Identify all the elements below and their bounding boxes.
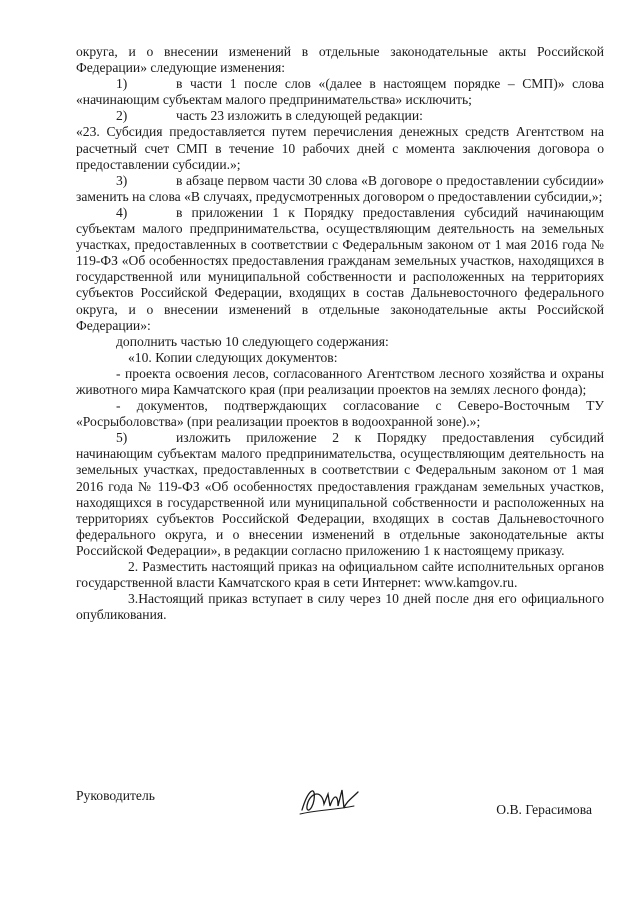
paragraph-p3 bbox=[76, 124, 604, 172]
paragraph-text: - документов, подтверждающих согласование с Северо-Восточным ТУ «Росрыболовства» (при реализации проектов в водоохранной зоне).»; bbox=[76, 398, 604, 430]
paragraph-p6 bbox=[76, 334, 604, 350]
handwritten-signature bbox=[294, 780, 364, 820]
paragraph-text: в части 1 после слов «(далее в настоящем порядке – СМП)» слова «начинающим субъектам малого предпринимательства» исключить; bbox=[76, 76, 604, 108]
paragraph-text: «23. Субсидия предоставляется путем перечисления денежных средств Агентством на расчетный счет СМП в течение 10 рабочих дней с момента заключения договора о предоставлении субсидии.»; bbox=[76, 124, 604, 172]
paragraph-p10 bbox=[76, 430, 604, 559]
item-number: 3) bbox=[116, 172, 128, 188]
paragraph-text: 3.Настоящий приказ вступает в силу через 10 дней после дня его официального опубликования. bbox=[76, 591, 604, 623]
paragraph-p12 bbox=[76, 591, 604, 623]
paragraph-text: - проекта освоения лесов, согласованного Агентством лесного хозяйства и охраны животного мира Камчатского края (при реализации проектов на землях лесного фонда); bbox=[76, 365, 604, 397]
item-number: 5) bbox=[116, 430, 128, 446]
paragraph-p11 bbox=[76, 559, 604, 591]
item-number: 4) bbox=[116, 204, 128, 220]
paragraph-text: часть 23 изложить в следующей редакции: bbox=[176, 108, 423, 124]
paragraph-p4 bbox=[76, 173, 604, 205]
item-number: 2) bbox=[116, 108, 128, 124]
signer-role: Руководитель bbox=[76, 788, 155, 803]
document-body bbox=[76, 44, 604, 623]
paragraph-p1 bbox=[76, 76, 604, 108]
paragraph-text: в абзаце первом части 30 слова «В договоре о предоставлении субсидии» заменить на слова «В случаях, предусмотренных договором о предоставлении субсидии,»; bbox=[76, 172, 604, 204]
signer-name: О.В. Герасимова bbox=[496, 802, 592, 817]
paragraph-p2 bbox=[76, 108, 604, 124]
paragraph-text: «10. Копии следующих документов: bbox=[128, 349, 338, 365]
paragraph-p9 bbox=[76, 398, 604, 430]
paragraph-p8 bbox=[76, 366, 604, 398]
signature-block bbox=[76, 780, 604, 840]
paragraph-text: 2. Разместить настоящий приказ на официальном сайте исполнительных органов государственной власти Камчатского края в сети Интернет: www.kamgov.ru. bbox=[76, 559, 604, 591]
item-number: 1) bbox=[116, 76, 128, 92]
paragraph-p7 bbox=[76, 350, 604, 366]
paragraph-p5 bbox=[76, 205, 604, 334]
paragraph-text: изложить приложение 2 к Порядку предоставления субсидий начинающим субъектам малого предпринимательства, осуществляющим деятельность на земельных участках, предоставленных в соответствии с Федеральным законом от 1 мая 2016 года № 119-ФЗ «Об особенностях предоставления гражданам земельных участков, находящихся в государственной или муниципальной собственности и расположенных на территориях субъектов Российской Федерации, входящих в состав Дальневосточного федерального округа, и о внесении изменений в отдельные законодательные акты Российской Федерации», в редакции согласно приложению 1 к настоящему приказу. bbox=[76, 430, 604, 558]
paragraph-text: округа, и о внесении изменений в отдельные законодательные акты Российской Федерации» следующие изменения: bbox=[76, 44, 604, 76]
paragraph-p0 bbox=[76, 44, 604, 76]
paragraph-text: в приложении 1 к Порядку предоставления субсидий начинающим субъектам малого предпринимательства, осуществляющим деятельность на земельных участках, предоставленных в соответствии с Федеральным законом от 1 мая 2016 года № 119-ФЗ «Об особенностях предоставления гражданам земельных участков, находящихся в государственной или муниципальной собственности и расположенных на территориях субъектов Российской Федерации, входящих в состав Дальневосточного федерального округа, и о внесении изменений в отдельные законодательные акты Российской Федерации»: bbox=[76, 204, 604, 333]
paragraph-text: дополнить частью 10 следующего содержания: bbox=[116, 333, 389, 349]
